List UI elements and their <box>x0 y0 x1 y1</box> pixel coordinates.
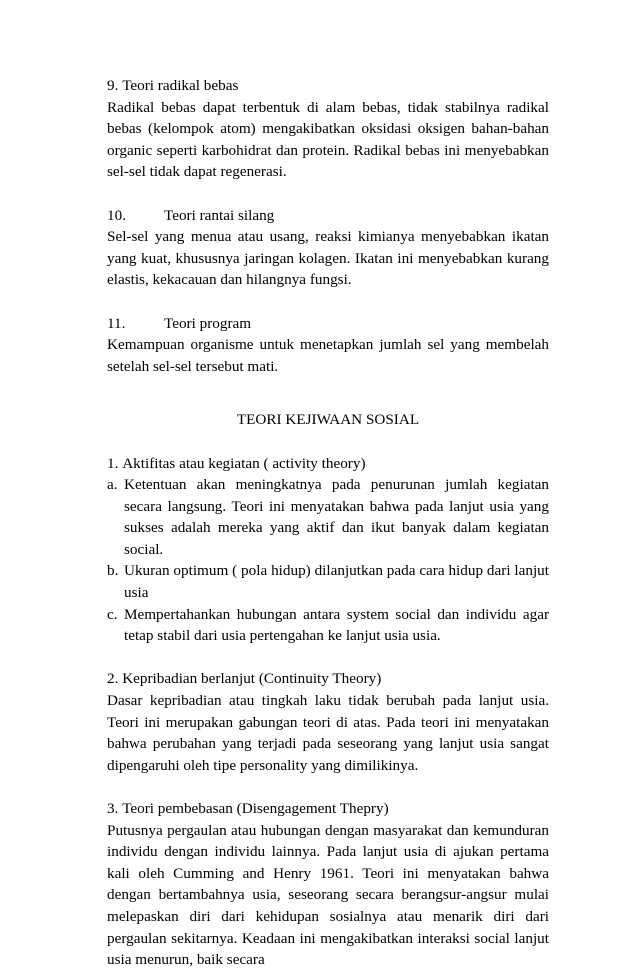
list-marker: a. <box>107 476 118 494</box>
theory-title: Teori pembebasan (Disengagement Thepry) <box>122 800 389 817</box>
spacer <box>107 377 549 409</box>
spacer <box>107 647 549 669</box>
list-item <box>107 604 549 647</box>
section-9-heading <box>107 75 549 97</box>
theory-number: 3. <box>107 800 119 817</box>
list-item <box>107 560 549 603</box>
list-item <box>107 474 549 560</box>
section-9-body: Radikal bebas dapat terbentuk di alam bebas, tidak stabilnya radikal bebas (kelompok atom) mengakibatkan oksidasi oksigen bahan-bahan organic seperti karbohidrat dan protein. Radikal bebas ini menyebabkan sel-sel tidak dapat regenerasi. <box>107 98 549 181</box>
theory-1-list <box>107 474 549 647</box>
spacer <box>107 291 549 313</box>
theory-3-body: Putusnya pergaulan atau hubungan dengan masyarakat dan kemunduran individu dengan individu lainnya. Pada lanjut usia di ajukan pertama kali oleh Cumming and Henry 1961. Teori ini menyatakan bahwa dengan bertambahnya usia, seseorang secara berangsur-angsur mulai melepaskan diri dari kehidupan sosialnya atau menarik diri dari pergaulan sekitarnya. Keadaan ini mengakibatkan interaksi social lanjut usia menurun, baik secara <box>107 821 549 969</box>
list-marker: c. <box>107 605 118 623</box>
page-title: TEORI KEJIWAAN SOSIAL <box>236 411 420 429</box>
spacer <box>107 776 549 798</box>
section-11-heading <box>107 313 549 335</box>
section-10-body: Sel-sel yang menua atau usang, reaksi kimianya menyebabkan ikatan yang kuat, khususnya jaringan kolagen. Ikatan ini menyebabkan kurang elastis, kekacauan dan hilangnya fungsi. <box>107 228 549 289</box>
section-number: 9. <box>107 77 119 94</box>
list-item-text: Mempertahankan hubungan antara system social dan individu agar tetap stabil dari usia pertengahan ke lanjut usia usia. <box>124 605 549 645</box>
section-10-heading <box>107 205 549 227</box>
section-title: Teori radikal bebas <box>122 77 239 94</box>
theory-2-heading <box>107 668 549 690</box>
theory-number: 2. <box>107 670 119 688</box>
section-number: 10. <box>107 206 126 224</box>
theory-3-heading <box>107 798 549 820</box>
section-title: Teori program <box>164 314 252 332</box>
theory-number: 1. <box>107 454 119 472</box>
document-content <box>107 75 549 971</box>
theory-title: Kepribadian berlanjut (Continuity Theory) <box>122 670 382 688</box>
theory-1-heading <box>107 453 549 475</box>
section-title: Teori rantai silang <box>164 206 275 224</box>
section-11-body: Kemampuan organisme untuk menetapkan jumlah sel yang membelah setelah sel-sel tersebut mati. <box>107 336 549 375</box>
theory-2-body: Dasar kepribadian atau tingkah laku tidak berubah pada lanjut usia. Teori ini merupakan gabungan teori di atas. Pada teori ini menyatakan bahwa perubahan yang terjadi pada seseorang yang lanjut usia sangat dipengaruhi oleh tipe personality yang dimilikinya. <box>107 692 549 774</box>
list-marker: b. <box>107 562 119 580</box>
list-item-text: Ketentuan akan meningkatnya pada penurunan jumlah kegiatan secara langsung. Teori ini menyatakan bahwa pada lanjut usia yang sukses adalah mereka yang aktif dan ikut banyak dalam kegiatan social. <box>124 476 549 558</box>
spacer <box>107 431 549 453</box>
theory-title: Aktifitas atau kegiatan ( activity theory) <box>122 454 366 472</box>
spacer <box>107 183 549 205</box>
list-item-text: Ukuran optimum ( pola hidup) dilanjutkan pada cara hidup dari lanjut usia <box>124 562 549 602</box>
section-number: 11. <box>107 314 126 332</box>
